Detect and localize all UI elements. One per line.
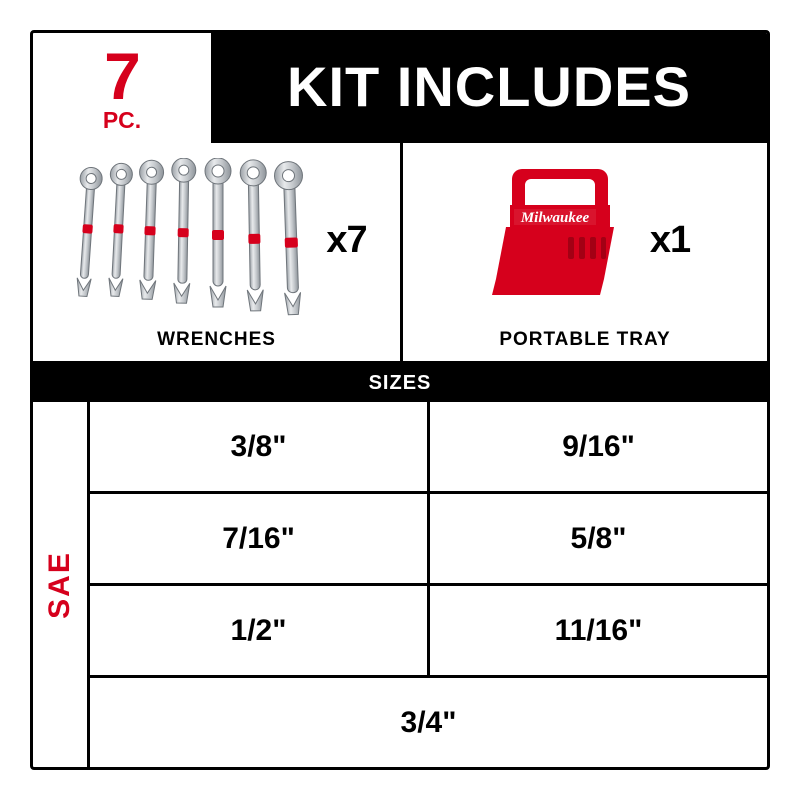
sizes-group-column [33,402,90,767]
component-portable-tray [400,143,767,361]
size-cell: 3/8" [230,429,287,463]
component-quantity: x7 [326,218,367,261]
size-cell: 1/2" [230,613,287,647]
size-cell: 7/16" [222,521,295,555]
component-label: WRENCHES [157,329,276,350]
component-visual [33,151,400,329]
size-cell: 9/16" [427,402,767,491]
header [33,33,767,143]
kit-includes-panel [30,30,770,770]
table-row [90,494,767,586]
size-cell: 5/8" [427,494,767,583]
sizes-table [33,402,767,767]
portable-tray-icon [480,163,640,318]
table-row [90,678,767,767]
component-label: PORTABLE TRAY [499,329,671,350]
piece-count-badge [33,33,211,143]
component-visual [403,151,767,329]
component-wrenches [33,143,400,361]
piece-count-number: 7 [104,39,140,114]
size-cell: 11/16" [427,586,767,675]
svg-text:Milwaukee: Milwaukee [520,209,590,226]
table-row [90,402,767,494]
sizes-band-title: SIZES [33,364,767,402]
sizes-group-label: SAE [43,550,76,619]
page-title: KIT INCLUDES [287,54,691,118]
size-cell: 3/4" [400,705,457,739]
table-row [90,586,767,678]
size-rows [90,402,767,767]
wrench-set-icon [66,158,316,323]
components-row [33,143,767,364]
piece-count-unit: PC. [102,106,142,133]
component-quantity: x1 [649,218,691,261]
